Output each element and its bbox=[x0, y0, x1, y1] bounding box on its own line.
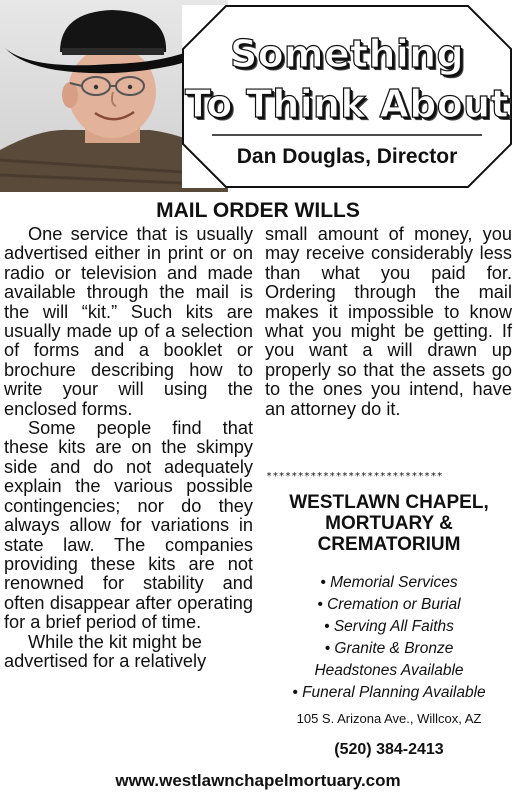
article-left-column bbox=[4, 225, 253, 671]
article-paragraph: small amount of money, you may receive considerably less than what you paid for. Ordering through the mail makes it impossible to know what you might be getting. If you want a will drawn up properly so that the assets go to the ones you intend, have an attorney do it. bbox=[265, 224, 512, 419]
ad-address: 105 S. Arizona Ave., Willcox, AZ bbox=[296, 711, 482, 726]
ad-services-list bbox=[262, 572, 516, 704]
article-headline: MAIL ORDER WILLS bbox=[156, 199, 360, 222]
advertiser-name-line-1: WESTLAWN CHAPEL, bbox=[289, 492, 489, 513]
advertiser-name bbox=[262, 492, 516, 555]
article-paragraph: Some people find that these kits are on the skimpy side and do not adequately explain the various possible contingencies; nor do they always allow for variations in state law. The companies providing these kits are not renowned for stability and often disappear after operating for a brief period of time. bbox=[4, 418, 253, 633]
author-byline: Dan Douglas, Director bbox=[236, 145, 458, 168]
advertiser-name-line-3: CREMATORIUM bbox=[317, 534, 461, 555]
service-item: • Funeral Planning Available bbox=[292, 684, 486, 701]
ad-divider: **************************** bbox=[266, 471, 443, 482]
column-header bbox=[0, 0, 516, 192]
article-paragraph: One service that is usually advertised either in print or on radio or television and made available through the mail is the will “kit.” Such kits are usually made up of a selection of forms and a booklet or brochure describing how to write your will using the enclosed forms. bbox=[4, 224, 253, 419]
article-paragraph: While the kit might be advertised for a relatively bbox=[4, 631, 207, 671]
ad-website: www.westlawnchapelmortuary.com bbox=[115, 771, 401, 790]
column-title-line-1: Something bbox=[229, 32, 465, 76]
service-item: • Serving All Faiths bbox=[324, 618, 454, 635]
service-item: • Cremation or Burial bbox=[317, 596, 461, 613]
service-item: Headstones Available bbox=[314, 662, 464, 679]
column-title-line-2: To Think About bbox=[185, 82, 509, 126]
column-title-box bbox=[182, 5, 512, 188]
service-item: • Granite & Bronze bbox=[324, 640, 454, 657]
advertiser-name-line-2: MORTUARY & bbox=[325, 513, 453, 534]
service-item: • Memorial Services bbox=[320, 574, 458, 591]
article-right-column bbox=[265, 225, 512, 419]
ad-phone: (520) 384-2413 bbox=[334, 741, 444, 758]
